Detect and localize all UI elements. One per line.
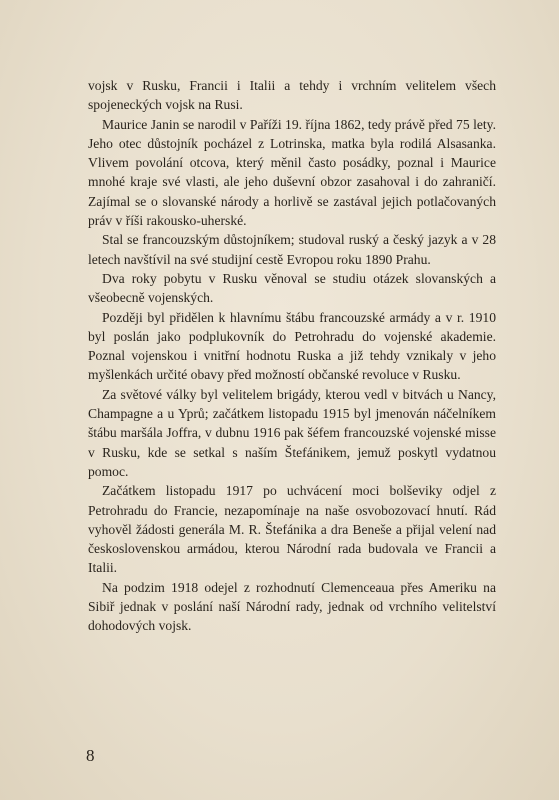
paragraph-autumn-1918: Na podzim 1918 odejel z rozhodnutí Clemenceaua přes Ameriku na Sibiř jednak v poslání naší Národní rady, jednak od vrchního velitelství dohodových vojsk. bbox=[88, 579, 496, 634]
paragraph-russia-stay: Dva roky pobytu v Rusku věnoval se studiu otázek slovanských a všeobecně vojenských. bbox=[88, 270, 496, 306]
body-text bbox=[88, 76, 496, 636]
paragraph-world-war: Za světové války byl velitelem brigády, kterou vedl v bitvách u Nancy, Champagne a u Yprů; začátkem listopadu 1915 byl jmenován náčelníkem štábu maršála Joffra, v dubnu 1916 pak šéfem francouzské vojenské misse v Rusku, kde se setkal s naším Štefánikem, jemuž poskytl vydatnou pomoc. bbox=[88, 386, 496, 479]
page-number: 8 bbox=[86, 746, 95, 765]
paragraph-officer: Stal se francouzským důstojníkem; studoval ruský a český jazyk a v 28 letech navštívil na své studijní cestě Evropou roku 1890 Prahu. bbox=[88, 232, 496, 267]
paragraph-november-1917: Začátkem listopadu 1917 po uchvácení moci bolševiky odjel z Petrohradu do Francie, nezapomínaje na naše osvobozovací hnutí. Rád vyhověl žádosti generála M. R. Štefánika a dra Beneše a přijal velení nad československou armádou, kterou Národní rada budovala ve Francii a Italii. bbox=[88, 483, 496, 576]
paragraph-general-staff: Později byl přidělen k hlavnímu štábu francouzské armády a v r. 1910 byl poslán jako podplukovník do Petrohradu do vojenské akademie. Poznal vojenskou i vnitřní hodnotu Ruska a již tehdy vznikaly v jeho myšlenkách určité obavy před možností občanské revoluce v Rusku. bbox=[88, 309, 496, 383]
paragraph-continuation: vojsk v Rusku, Francii i Italii a tehdy i vrchním velitelem všech spojeneckých vojsk na Rusi. bbox=[88, 78, 496, 113]
paragraph-birth: Maurice Janin se narodil v Paříži 19. října 1862, tedy právě před 75 lety. Jeho otec důstojník pocházel z Lotrinska, matka byla rodilá Alsasanka. Vlivem povolání otcova, který měnil často posádky, poznal i Maurice mnohé kraje své vlasti, ale jeho duševní obzor zasahoval i do zahraničí. Zajímal se o slovanské národy a horlivě se zastával jejich potlačovaných práv v říši rakousko-uherské. bbox=[88, 116, 496, 229]
